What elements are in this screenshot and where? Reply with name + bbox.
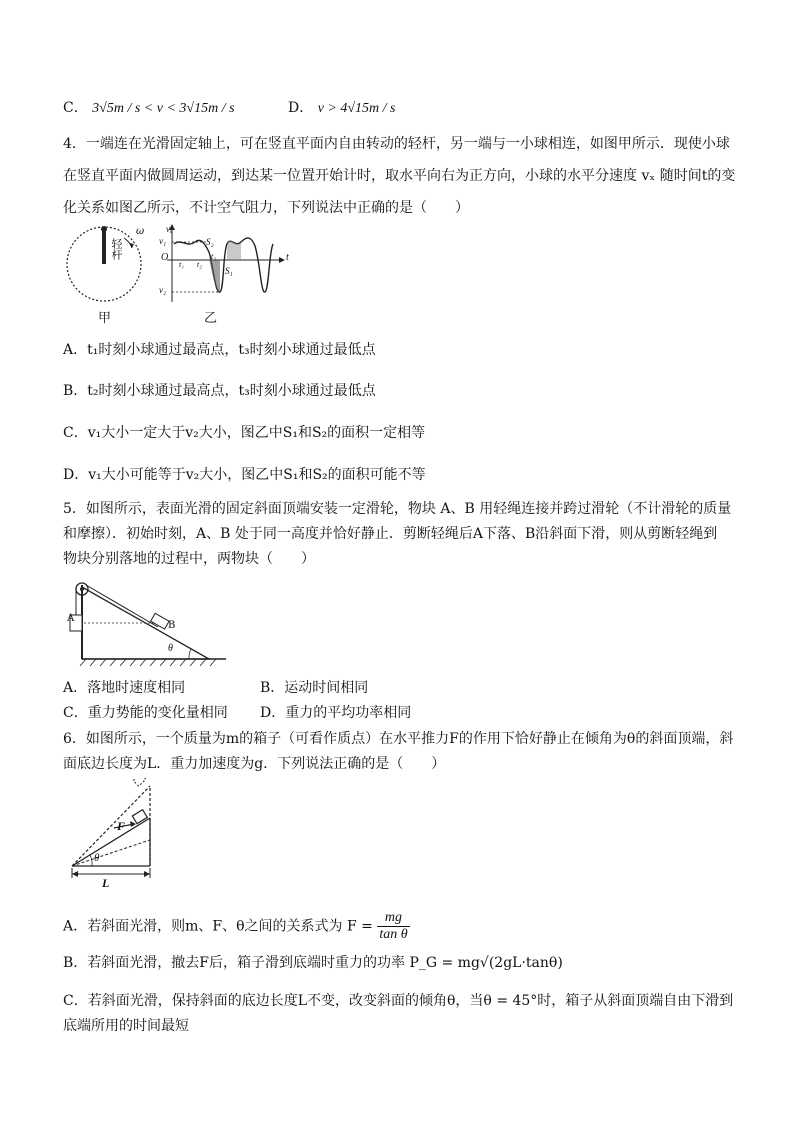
q3-option-d xyxy=(288,98,395,119)
q6-figure xyxy=(64,778,160,884)
q6-length-label: L xyxy=(102,876,110,890)
q5-option-b: B．运动时间相同 xyxy=(260,680,369,696)
q5-theta-label: θ xyxy=(168,643,173,654)
q5-option-c: C．重力势能的变化量相同 xyxy=(63,705,228,721)
q4-stem-line-2: 在竖直平面内做圆周运动，到达某一位置开始计时，取水平向右为正方向，小球的水平分速度 vₓ 随时间t的变 xyxy=(63,168,736,184)
q3-option-c-expr: 3√5m / s < v < 3√15m / s xyxy=(92,101,235,116)
q4-v1-label: v₁ xyxy=(159,236,167,246)
q4-omega-label: ω xyxy=(136,226,145,237)
q5-option-d: D．重力的平均功率相同 xyxy=(260,705,412,721)
q3-option-c-label: C． xyxy=(63,100,88,116)
q4-axis-v-label: vₓ xyxy=(166,224,173,234)
q6-theta-label: θ xyxy=(94,852,100,864)
q4-axis-t-label: t xyxy=(286,252,289,263)
q6-stem-line-1: 6．如图所示，一个质量为m的箱子（可看作质点）在水平推力F的作用下恰好静止在倾角为θ的斜面顶端，斜 xyxy=(63,731,734,747)
q4-option-b: B．t₂时刻小球通过最高点，t₃时刻小球通过最低点 xyxy=(63,383,376,399)
q6-option-a-text: A．若斜面光滑，则m、F、θ之间的关系式为 F = xyxy=(63,918,373,935)
q4-caption-a: 甲 xyxy=(98,311,112,326)
q5-option-a: A．落地时速度相同 xyxy=(63,680,186,696)
q6-option-a-fraction xyxy=(377,910,409,943)
q4-caption-b: 乙 xyxy=(204,311,218,326)
q6-force-label: F xyxy=(117,819,126,833)
q3-option-c xyxy=(63,98,235,119)
q5-block-a-label: A xyxy=(67,613,75,624)
q4-option-a: A．t₁时刻小球通过最高点，t₃时刻小球通过最低点 xyxy=(63,342,376,358)
q4-origin-label: O xyxy=(161,252,169,263)
q4-s1-label: S₁ xyxy=(225,266,233,276)
q3-option-d-expr: v > 4√15m / s xyxy=(317,101,396,116)
q4-t3-label: t₃ xyxy=(211,252,217,261)
q4-t1-label: t₁ xyxy=(179,260,185,269)
q6-option-a xyxy=(63,910,410,943)
q4-option-c: C．v₁大小一定大于v₂大小，图乙中S₁和S₂的面积一定相等 xyxy=(63,425,426,441)
q3-option-d-label: D． xyxy=(288,100,314,116)
q5-stem-line-2: 和摩擦）．初始时刻，A、B 处于同一高度并恰好静止．剪断轻绳后A下落、B沿斜面下滑，则从剪断轻绳到 xyxy=(63,526,718,542)
q4-v2-label: v₂ xyxy=(159,285,167,295)
q4-t2-label: t₂ xyxy=(197,260,203,269)
q4-rod-label: 轻杆 xyxy=(110,238,123,260)
q4-stem-line-1: 4．一端连在光滑固定轴上，可在竖直平面内自由转动的轻杆，另一端与一小球相连，如图甲所示．现使小球 xyxy=(63,136,730,152)
q5-stem-line-3: 物块分别落地的过程中，两物块（ ） xyxy=(63,551,315,567)
q6-option-c-line-2: 底端所用的时间最短 xyxy=(63,1018,189,1034)
q5-figure xyxy=(64,575,229,667)
q4-figure-a xyxy=(66,224,144,304)
q5-stem-line-1: 5．如图所示，表面光滑的固定斜面顶端安装一定滑轮，物块 A、B 用轻绳连接并跨过滑轮（不计滑轮的质量 xyxy=(63,501,732,517)
q6-option-a-denominator: tan θ xyxy=(379,927,408,942)
q4-figure-b xyxy=(157,222,287,304)
q4-s2-label: S₂ xyxy=(206,237,214,247)
q5-block-b-label: B xyxy=(168,620,176,631)
q4-stem-line-3: 化关系如图乙所示，不计空气阻力，下列说法中正确的是（ ） xyxy=(63,200,469,216)
q6-option-a-numerator: mg xyxy=(377,910,409,927)
q6-option-b: B．若斜面光滑，撤去F后，箱子滑到底端时重力的功率 P_G = mg√(2gL·tanθ) xyxy=(63,955,563,971)
q6-stem-line-2: 面底边长度为L．重力加速度为g．下列说法正确的是（ ） xyxy=(63,756,446,772)
q6-option-c-line-1: C．若斜面光滑，保持斜面的底边长度L不变，改变斜面的倾角θ，当θ = 45°时，箱子从斜面顶端自由下滑到 xyxy=(63,993,734,1009)
q4-option-d: D．v₁大小可能等于v₂大小，图乙中S₁和S₂的面积可能不等 xyxy=(63,467,426,483)
